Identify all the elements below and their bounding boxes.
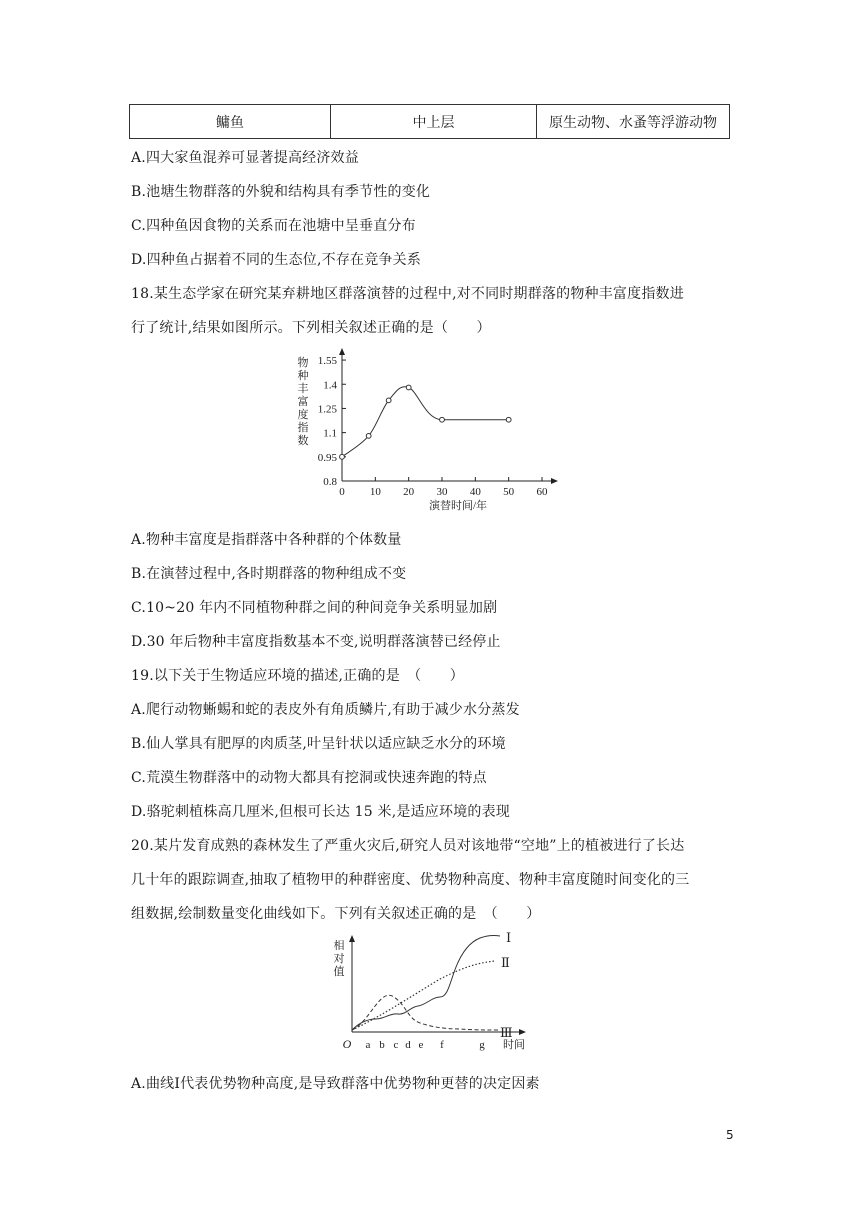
fish-name-cell: 鳙鱼 (130, 105, 331, 139)
curves-chart (320, 927, 535, 1060)
chart1-x-tick-label: 0 (339, 486, 345, 498)
table-row (130, 105, 730, 139)
chart2-x-arrow (519, 1029, 526, 1035)
curve-3 (352, 995, 498, 1030)
curve-2 (352, 961, 495, 1030)
chart2-origin-label: O (342, 1037, 352, 1051)
q17-option-c: C.四种鱼因食物的关系而在池塘中呈垂直分布 (131, 218, 416, 234)
chart1-data-point (506, 417, 511, 422)
chart2-xlabel: 时间 (503, 1039, 525, 1051)
chart1-y-tick-label: 1.4 (323, 379, 337, 392)
q20-stem-line2: 几十年的跟踪调查,抽取了植物甲的种群密度、优势物种高度、物种丰富度随时间变化的三 (131, 872, 690, 888)
q20-stem-line3: 组数据,绘制数量变化曲线如下。下列有关叙述正确的是 （ ） (131, 906, 541, 922)
chart1-series-line (342, 387, 509, 457)
chart1-x-tick-label: 20 (403, 486, 415, 498)
chart1-y-tick-label: 1.25 (317, 403, 337, 416)
chart2-x-tick-label: a (365, 1039, 371, 1051)
q19-option-a: A.爬行动物蜥蜴和蛇的表皮外有角质鳞片,有助于减少水分蒸发 (131, 702, 520, 718)
chart1-ylabel (298, 355, 309, 447)
chart1-x-tick-label: 10 (369, 486, 381, 498)
curve-1-label: Ⅰ (506, 930, 512, 945)
fish-table (129, 104, 730, 139)
chart2-x-tick-label: b (379, 1039, 385, 1051)
chart1-xlabel: 演替时间/年 (428, 500, 488, 512)
q18-stem-line2: 行了统计,结果如图所示。下列相关叙述正确的是（ ） (131, 320, 491, 336)
chart2-x-tick-label: g (479, 1039, 485, 1051)
q18-option-d: D.30 年后物种丰富度指数基本不变,说明群落演替已经停止 (131, 634, 501, 650)
chart1-data-point (386, 398, 391, 403)
q17-option-d: D.四种鱼占据着不同的生态位,不存在竞争关系 (131, 252, 422, 268)
svg-text:相对值: 相对值 (333, 940, 345, 978)
chart1-y-tick-label: 0.8 (323, 476, 337, 488)
q19-option-c: C.荒漠生物群落中的动物大都具有挖洞或快速奔跑的特点 (131, 770, 487, 786)
chart1-data-point (440, 417, 445, 422)
chart1-x-tick-label: 60 (536, 486, 548, 498)
q18-option-a: A.物种丰富度是指群落中各种群的个体数量 (131, 532, 402, 548)
chart1-y-arrow (339, 348, 345, 355)
q18-option-c: C.10~20 年内不同植物种群之间的种间竞争关系明显加剧 (131, 600, 498, 616)
chart2-x-tick-label: d (405, 1039, 411, 1051)
curve-2-label: Ⅱ (501, 955, 510, 970)
chart1-data-point (406, 385, 411, 390)
chart2-ylabel (334, 938, 345, 978)
q17-option-b: B.池塘生物群落的外貌和结构具有季节性的变化 (131, 184, 431, 200)
chart2-x-tick-label: e (418, 1039, 424, 1051)
q17-option-a: A.四大家鱼混养可显著提高经济效益 (131, 150, 359, 166)
q19-stem: 19.以下关于生物适应环境的描述,正确的是 （ ） (131, 668, 464, 684)
q20-stem-line1: 20.某片发育成熟的森林发生了严重火灾后,研究人员对该地带“空地”上的植被进行了长达 (131, 838, 685, 854)
curve-1 (352, 935, 500, 1030)
page-number: 5 (726, 1128, 734, 1142)
food-cell: 原生动物、水蚤等浮游动物 (537, 105, 730, 139)
chart1-y-tick-label: 1.1 (323, 427, 337, 440)
chart1-x-tick-label: 50 (503, 486, 515, 498)
q18-option-b: B.在演替过程中,各时期群落的物种组成不变 (131, 566, 407, 582)
chart1-x-tick-label: 40 (469, 486, 481, 498)
q20-option-a: A.曲线Ⅰ代表优势物种高度,是导致群落中优势物种更替的决定因素 (131, 1076, 540, 1092)
chart1-y-tick-label: 0.95 (317, 451, 337, 464)
chart1-data-point (340, 454, 345, 459)
chart1-data-point (366, 433, 371, 438)
q19-option-d: D.骆驼刺植株高几厘米,但根可长达 15 米,是适应环境的表现 (131, 804, 510, 820)
chart2-y-arrow (349, 935, 355, 942)
curve-3-label: Ⅲ (500, 1025, 513, 1040)
chart1-x-arrow (551, 478, 558, 484)
q19-option-b: B.仙人掌具有肥厚的肉质茎,叶呈针状以适应缺乏水分的环境 (131, 736, 506, 752)
chart2-x-tick-label: c (393, 1039, 399, 1051)
water-layer-cell: 中上层 (331, 105, 537, 139)
chart1-y-tick-label: 1.55 (317, 355, 337, 368)
q18-stem-line1: 18.某生态学家在研究某弃耕地区群落演替的过程中,对不同时期群落的物种丰富度指数进 (131, 286, 684, 302)
richness-chart (290, 345, 570, 515)
chart1-x-tick-label: 30 (436, 486, 448, 498)
svg-text:物种丰富度指数: 物种丰富度指数 (297, 357, 309, 447)
chart2-x-tick-label: f (440, 1039, 444, 1051)
